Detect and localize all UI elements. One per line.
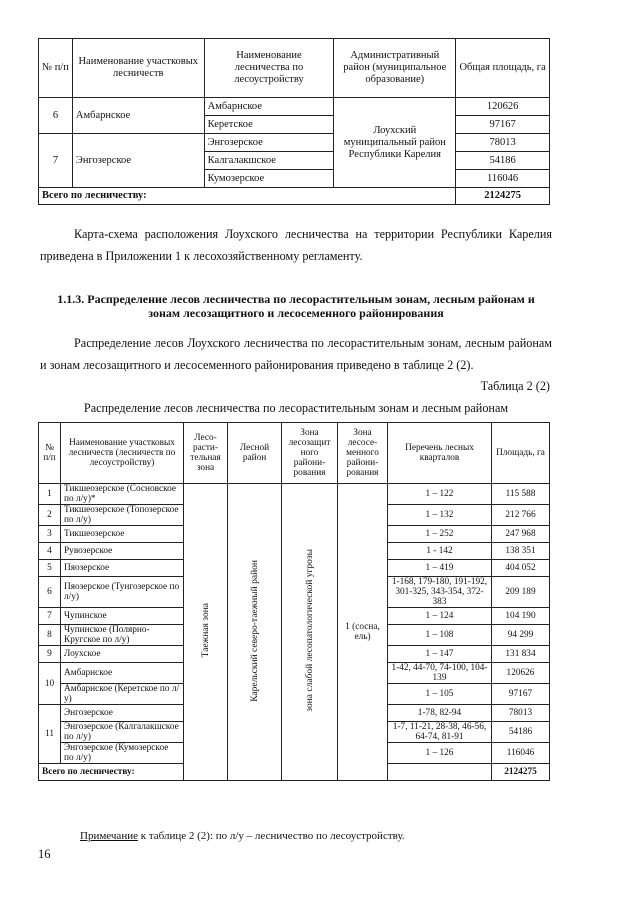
row-area: 104 190 (492, 608, 550, 625)
total-value: 2124275 (492, 764, 550, 781)
header-district: Лесной район (228, 423, 282, 484)
row-name: Пяозерское (Тунгозерское по л/у) (61, 577, 184, 608)
row-area: 78013 (456, 134, 550, 152)
row-quarters: 1 – 132 (388, 505, 492, 526)
row-name: Тикшеозерское (61, 526, 184, 543)
table-row (39, 134, 550, 152)
row-quarters: 1-168, 179-180, 191-192, 301-325, 343-354, 372-383 (388, 577, 492, 608)
row-name: Энгозерское (Калгалакшское по л/у) (61, 722, 184, 743)
table-row (39, 98, 550, 116)
row-area: 138 351 (492, 543, 550, 560)
row-name: Энгозерское (Кумозерское по л/у) (61, 743, 184, 764)
row-no: 9 (39, 646, 61, 663)
row-quarters: 1-78, 82-94 (388, 705, 492, 722)
header-sub: Наименование лесничества по лесоустройству (204, 39, 334, 98)
header-no: № п/п (39, 39, 73, 98)
row-name: Пяозерское (61, 560, 184, 577)
row-name: Амбарнское (Керетское по л/у) (61, 684, 184, 705)
row-no: 5 (39, 560, 61, 577)
district-cell: Лоухский муниципальный район Республики Карелия (334, 98, 456, 188)
row-area: 404 052 (492, 560, 550, 577)
row-sub: Энгозерское (204, 134, 334, 152)
row-sub: Калгалакшское (204, 152, 334, 170)
row-quarters: 1 – 252 (388, 526, 492, 543)
row-area: 212 766 (492, 505, 550, 526)
row-area: 209 189 (492, 577, 550, 608)
row-no: 6 (39, 98, 73, 134)
row-name: Лоухское (61, 646, 184, 663)
row-area: 97167 (492, 684, 550, 705)
header-name: Наименование участковых лесничеств (лесничеств по лесоустройству) (61, 423, 184, 484)
protection-zone-cell (282, 484, 338, 781)
row-area: 115 588 (492, 484, 550, 505)
section-title: 1.1.3. Распределение лесов лесничества по лесорастительным зонам, лесным районам и зонам лесозащитного и лесосеменного районирования (57, 292, 535, 320)
row-no: 4 (39, 543, 61, 560)
forest-district-text: Карельский северо-таежный район (249, 559, 260, 702)
row-quarters: 1 – 108 (388, 625, 492, 646)
row-sub: Кумозерское (204, 170, 334, 188)
row-name: Энгозерское (72, 134, 204, 188)
header-seed: Зона лесосе-менного райони-рования (338, 423, 388, 484)
row-name: Тикшеозерское (Сосновское по л/у)* (61, 484, 184, 505)
seed-zone-cell: 1 (сосна, ель) (338, 484, 388, 781)
row-name: Рувозерское (61, 543, 184, 560)
forest-district-cell (228, 484, 282, 781)
row-area: 247 968 (492, 526, 550, 543)
total-value: 2124275 (456, 188, 550, 205)
row-quarters: 1 – 419 (388, 560, 492, 577)
header-name: Наименование участковых лесничеств (72, 39, 204, 98)
row-no: 3 (39, 526, 61, 543)
row-quarters: 1 – 147 (388, 646, 492, 663)
row-quarters: 1 – 126 (388, 743, 492, 764)
row-quarters: 1 – 122 (388, 484, 492, 505)
row-no: 10 (39, 663, 61, 705)
row-name: Чупинское (Полярно-Кругское по л/у) (61, 625, 184, 646)
row-no: 6 (39, 577, 61, 608)
row-area: 120626 (492, 663, 550, 684)
row-quarters: 1 – 124 (388, 608, 492, 625)
header-quarters: Перечень лесных кварталов (388, 423, 492, 484)
header-zone: Лесо-расти-тельная зона (184, 423, 228, 484)
note-text: к таблице 2 (2): по л/у – лесничество по лесоустройству. (137, 830, 405, 842)
row-name: Амбарнское (61, 663, 184, 684)
row-name: Чупинское (61, 608, 184, 625)
row-area: 131 834 (492, 646, 550, 663)
row-area: 116046 (492, 743, 550, 764)
row-area: 120626 (456, 98, 550, 116)
table-row (39, 484, 550, 505)
row-quarters: 1 – 105 (388, 684, 492, 705)
row-sub: Керетское (204, 116, 334, 134)
distribution-table (38, 422, 550, 781)
row-name: Энгозерское (61, 705, 184, 722)
row-name: Амбарнское (72, 98, 204, 134)
row-quarters: 1 - 142 (388, 543, 492, 560)
header-district: Административный район (муниципальное образование) (334, 39, 456, 98)
header-area: Общая площадь, га (456, 39, 550, 98)
row-area: 97167 (456, 116, 550, 134)
total-spacer (388, 764, 492, 781)
zone-text: Таежная зона (200, 603, 211, 658)
table-note (80, 829, 560, 843)
page-number: 16 (38, 847, 51, 861)
row-no: 2 (39, 505, 61, 526)
row-name: Тикшеозерское (Топозерское по л/у) (61, 505, 184, 526)
distribution-paragraph: Распределение лесов Лоухского лесничества по лесорастительным зонам, лесным районам и зонам лесозащитного и лесосеменного районирования приведено в таблице 2 (2). (40, 336, 552, 372)
top-table (38, 38, 550, 205)
row-sub: Амбарнское (204, 98, 334, 116)
row-area: 78013 (492, 705, 550, 722)
row-no: 7 (39, 608, 61, 625)
total-label: Всего по лесничеству: (39, 764, 184, 781)
total-label: Всего по лесничеству: (39, 188, 456, 205)
row-area: 116046 (456, 170, 550, 188)
row-quarters: 1-42, 44-70, 74-100, 104-139 (388, 663, 492, 684)
row-area: 54186 (456, 152, 550, 170)
map-paragraph: Карта-схема расположения Лоухского лесничества на территории Республики Карелия приведена в Приложении 1 к лесохозяйственному регламенту. (40, 227, 552, 263)
protection-zone-text: зона слабой лесопатологической угрозы (304, 549, 315, 712)
row-area: 54186 (492, 722, 550, 743)
total-row (39, 188, 550, 205)
table-label: Таблица 2 (2) (480, 379, 550, 393)
header-no: № п/п (39, 423, 61, 484)
row-quarters: 1-7, 11-21, 28-38, 46-56, 64-74, 81-91 (388, 722, 492, 743)
header-protection: Зона лесозащит ного райони-рования (282, 423, 338, 484)
row-no: 11 (39, 705, 61, 764)
note-prefix: Примечание (80, 830, 138, 842)
header-area: Площадь, га (492, 423, 550, 484)
row-no: 8 (39, 625, 61, 646)
row-no: 7 (39, 134, 73, 188)
row-area: 94 299 (492, 625, 550, 646)
table-caption: Распределение лесов лесничества по лесорастительным зонам и лесным районам (83, 401, 509, 415)
row-no: 1 (39, 484, 61, 505)
zone-cell (184, 484, 228, 781)
